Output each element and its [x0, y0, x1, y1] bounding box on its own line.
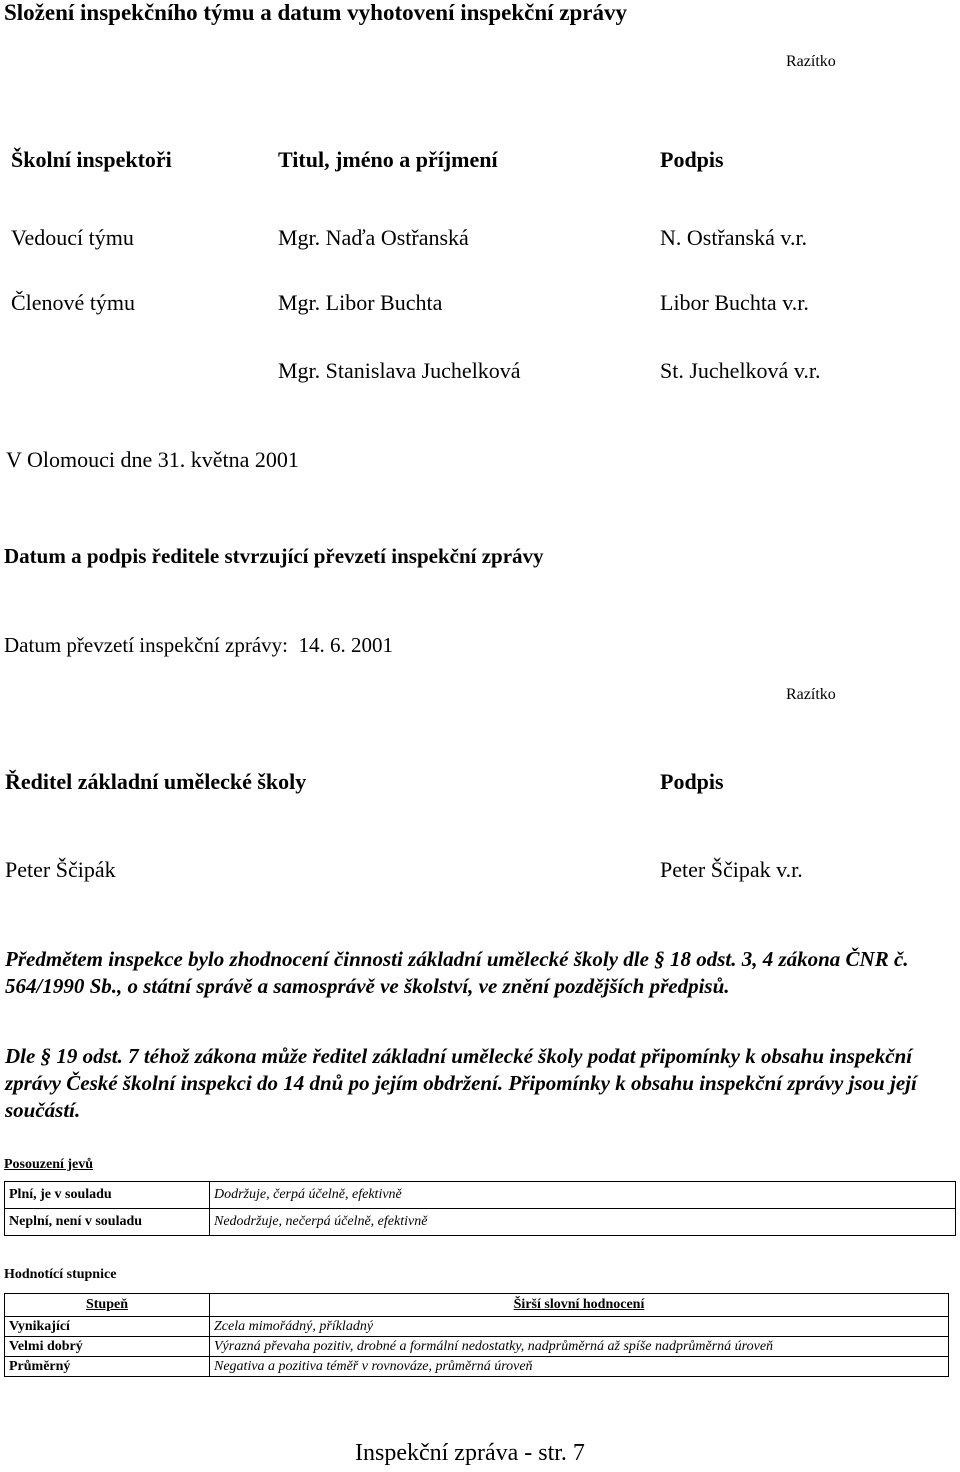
team-header-signature: Podpis	[660, 147, 724, 172]
assessment-title: Posouzení jevů	[4, 1157, 94, 1172]
notice-paragraph-1: Předmětem inspekce bylo zhodnocení činnosti základní umělecké školy dle § 18 odst. 3, 4 zákona ČNR č. 564/1990 Sb., o státní správě a samosprávě ve školství, ve znění pozdějších předpisů.	[5, 947, 909, 998]
assessment-table	[4, 1181, 956, 1236]
table-row	[5, 1294, 949, 1317]
director-section-title: Datum a podpis ředitele stvrzující převzetí inspekční zprávy	[4, 544, 544, 568]
grading-header-grade	[5, 1294, 210, 1317]
team-member-signature: St. Juchelková v.r.	[660, 358, 821, 383]
assessment-description: Nedodržuje, nečerpá účelně, efektivně	[210, 1209, 956, 1236]
grading-title: Hodnotící stupnice	[4, 1267, 117, 1282]
stamp-label: Razítko	[786, 53, 836, 70]
grading-header-description-text: Širší slovní hodnocení	[513, 1297, 645, 1312]
grading-grade: Velmi dobrý	[5, 1337, 210, 1357]
team-member-name: Mgr. Stanislava Juchelková	[278, 358, 521, 383]
table-row	[5, 1337, 949, 1357]
team-member-name: Mgr. Libor Buchta	[278, 290, 443, 315]
receipt-date: Datum převzetí inspekční zprávy: 14. 6. 2001	[4, 633, 393, 657]
team-role: Vedoucí týmu	[11, 225, 134, 250]
grading-grade: Průměrný	[5, 1357, 210, 1377]
grading-description: Negativa a pozitiva téměř v rovnováze, průměrná úroveň	[210, 1357, 949, 1377]
assessment-label: Neplní, není v souladu	[5, 1209, 210, 1236]
grading-description: Zcela mimořádný, příkladný	[210, 1317, 949, 1337]
director-signature: Peter Ščipak v.r.	[660, 857, 803, 882]
grading-grade: Vynikající	[5, 1317, 210, 1337]
table-row	[5, 1182, 956, 1209]
table-row	[5, 1357, 949, 1377]
grading-header-grade-text: Stupeň	[85, 1297, 129, 1312]
director-name: Peter Ščipák	[5, 857, 116, 882]
director-signature-label: Podpis	[660, 769, 724, 794]
table-row	[5, 1317, 949, 1337]
team-role: Členové týmu	[11, 290, 136, 315]
team-member-signature: N. Ostřanská v.r.	[660, 225, 808, 250]
team-member-signature: Libor Buchta v.r.	[660, 290, 809, 315]
place-date: V Olomouci dne 31. května 2001	[6, 447, 299, 472]
stamp-label: Razítko	[786, 686, 836, 703]
team-header-role: Školní inspektoři	[11, 147, 172, 172]
team-header-name: Titul, jméno a příjmení	[278, 147, 498, 172]
page-footer: Inspekční zpráva - str. 7	[355, 1440, 585, 1466]
page-heading: Složení inspekčního týmu a datum vyhotovení inspekční zprávy	[4, 0, 628, 25]
notice-paragraph-2: Dle § 19 odst. 7 téhož zákona může ředitel základní umělecké školy podat připomínky k obsahu inspekční zprávy České školní inspekci do 14 dnů po jejím obdržení. Připomínky k obsahu inspekční zprávy jsou její součástí.	[5, 1044, 917, 1122]
assessment-description: Dodržuje, čerpá účelně, efektivně	[210, 1182, 956, 1209]
team-member-name: Mgr. Naďa Ostřanská	[278, 225, 469, 250]
director-role-label: Ředitel základní umělecké školy	[5, 769, 307, 794]
grading-table	[4, 1293, 949, 1377]
grading-description: Výrazná převaha pozitiv, drobné a formální nedostatky, nadprůměrná až spíše nadprůměrná úroveň	[210, 1337, 949, 1357]
table-row	[5, 1209, 956, 1236]
assessment-label: Plní, je v souladu	[5, 1182, 210, 1209]
grading-header-description	[210, 1294, 949, 1317]
